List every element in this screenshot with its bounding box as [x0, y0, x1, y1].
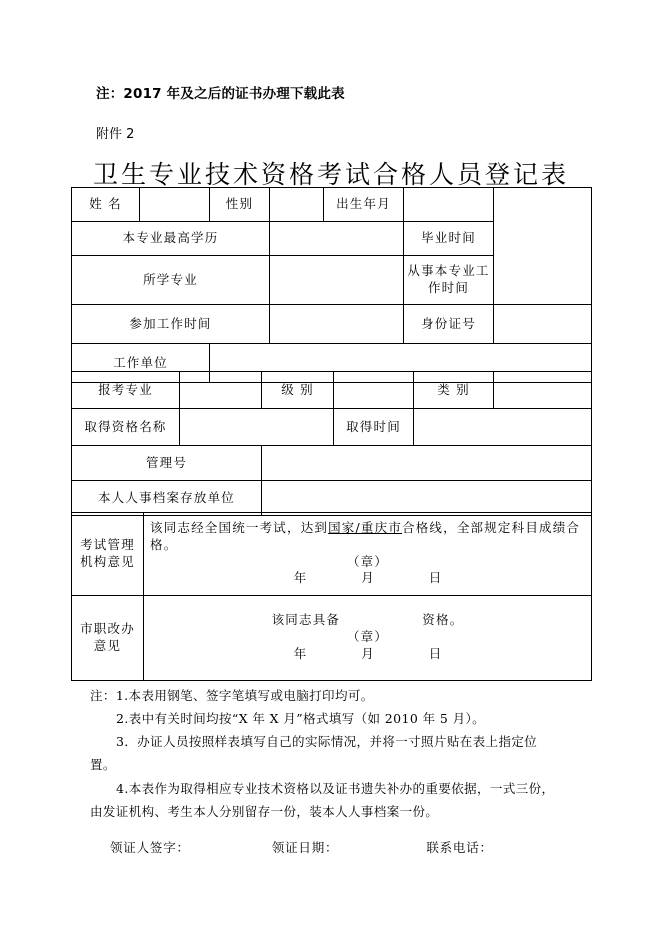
- label-qualification-name: 取得资格名称: [72, 409, 180, 446]
- note-line-1: [90, 684, 590, 707]
- top-note: 注：2017 年及之后的证书办理下载此表: [96, 86, 345, 102]
- label-work-years: [404, 256, 494, 305]
- note-item-3-line2: 置。: [90, 757, 116, 773]
- label-city-office-line1: 市职改办: [80, 621, 135, 637]
- signature-gap-1: [190, 838, 272, 856]
- label-archive-unit: 本人人事档案存放单位: [72, 481, 262, 516]
- table-row: [72, 513, 592, 596]
- label-birth-date: 出生年月: [324, 188, 404, 222]
- signature-gap-2: [338, 838, 426, 856]
- label-graduation-date: 毕业时间: [404, 222, 494, 256]
- signer-label: 领证人签字：: [110, 840, 190, 855]
- label-exam-admin-line1: 考试管理: [80, 537, 135, 553]
- table-row: [72, 446, 592, 481]
- note-item-3-line1: 3．办证人员按照样表填写自己的实际情况，并将一寸照片贴在表上指定位: [116, 734, 538, 750]
- value-start-work-date[interactable]: [270, 305, 404, 344]
- label-id-number: 身份证号: [404, 305, 494, 344]
- notes-prefix: 注：: [90, 688, 116, 703]
- label-exam-admin-opinion: [72, 513, 144, 596]
- value-major[interactable]: [270, 256, 404, 305]
- label-major: 所学专业: [72, 256, 270, 305]
- value-level[interactable]: [334, 372, 414, 409]
- value-management-no[interactable]: [262, 446, 592, 481]
- table-row: [72, 596, 592, 681]
- city-office-date: 年 月 日: [293, 645, 452, 661]
- table-row: [72, 481, 592, 516]
- exam-admin-underlined: 国家/重庆市: [328, 519, 403, 535]
- label-start-work-date: 参加工作时间: [72, 305, 270, 344]
- value-category[interactable]: [494, 372, 592, 409]
- label-city-office-line2: 意见: [93, 638, 122, 653]
- note-item-2: 2.表中有关时间均按“X 年 X 月”格式填写（如 2010 年 5 月）。: [116, 711, 486, 727]
- value-exam-admin-opinion[interactable]: [144, 513, 592, 596]
- exam-admin-statement: [150, 520, 585, 554]
- value-qualification-name[interactable]: [180, 409, 334, 446]
- label-city-office-opinion: [72, 596, 144, 681]
- exam-admin-prefix: 该同志经全国统一考试，达到: [150, 519, 329, 535]
- label-exam-admin-line2: 机构意见: [80, 554, 135, 569]
- value-birth-date[interactable]: [404, 188, 494, 222]
- exam-admin-suffix: 合格线，全部规定科目成绩合格。: [150, 519, 581, 552]
- label-management-no: 管理号: [72, 446, 262, 481]
- label-gender: 性别: [210, 188, 270, 222]
- qualification-table: [71, 371, 592, 516]
- signature-row: [110, 838, 580, 856]
- receive-date-label: 领证日期：: [271, 840, 339, 855]
- attachment-label: 附件 2: [96, 127, 135, 142]
- value-archive-unit[interactable]: [262, 481, 592, 516]
- value-name[interactable]: [140, 188, 210, 222]
- photo-cell[interactable]: [494, 188, 592, 305]
- table-row: [72, 188, 592, 222]
- value-gender[interactable]: [270, 188, 324, 222]
- footer-notes: [90, 684, 590, 823]
- note-item-4-line1: 4.本表作为取得相应专业技术资格以及证书遗失补办的重要依据，一式三份，: [116, 780, 555, 796]
- note-item-1: 1.本表用钢笔、签字笔填写或电脑打印均可。: [115, 688, 374, 703]
- label-work-unit: 工作单位: [72, 344, 210, 383]
- city-office-statement: 该同志具备 资格。: [271, 612, 464, 628]
- personal-info-table: [71, 187, 592, 383]
- label-work-years-line1: 从事本专业工: [407, 263, 490, 279]
- value-id-number[interactable]: [494, 305, 592, 344]
- exam-admin-date: 年 月 日: [293, 570, 452, 586]
- label-obtain-time: 取得时间: [334, 409, 414, 446]
- table-row: [72, 409, 592, 446]
- label-category: 类 别: [414, 372, 494, 409]
- label-level: 级 别: [262, 372, 334, 409]
- exam-admin-seal: （章）: [346, 553, 389, 569]
- value-highest-degree[interactable]: [270, 222, 404, 256]
- value-exam-major[interactable]: [180, 372, 262, 409]
- label-highest-degree: 本专业最高学历: [72, 222, 270, 256]
- label-work-years-line2: 作时间: [427, 280, 470, 295]
- label-name: 姓 名: [72, 188, 140, 222]
- note-item-4-line2: 由发证机构、考生本人分别留存一份，装本人人事档案一份。: [90, 803, 439, 819]
- city-office-seal: （章）: [346, 629, 389, 645]
- label-exam-major: 报考专业: [72, 372, 180, 409]
- opinions-table: [71, 512, 592, 681]
- table-row: [72, 305, 592, 344]
- value-city-office-opinion[interactable]: [144, 596, 592, 681]
- value-obtain-time[interactable]: [414, 409, 592, 446]
- contact-phone-label: 联系电话：: [426, 840, 493, 855]
- page-title: 卫生专业技术资格考试合格人员登记表: [92, 160, 569, 189]
- table-row: [72, 372, 592, 409]
